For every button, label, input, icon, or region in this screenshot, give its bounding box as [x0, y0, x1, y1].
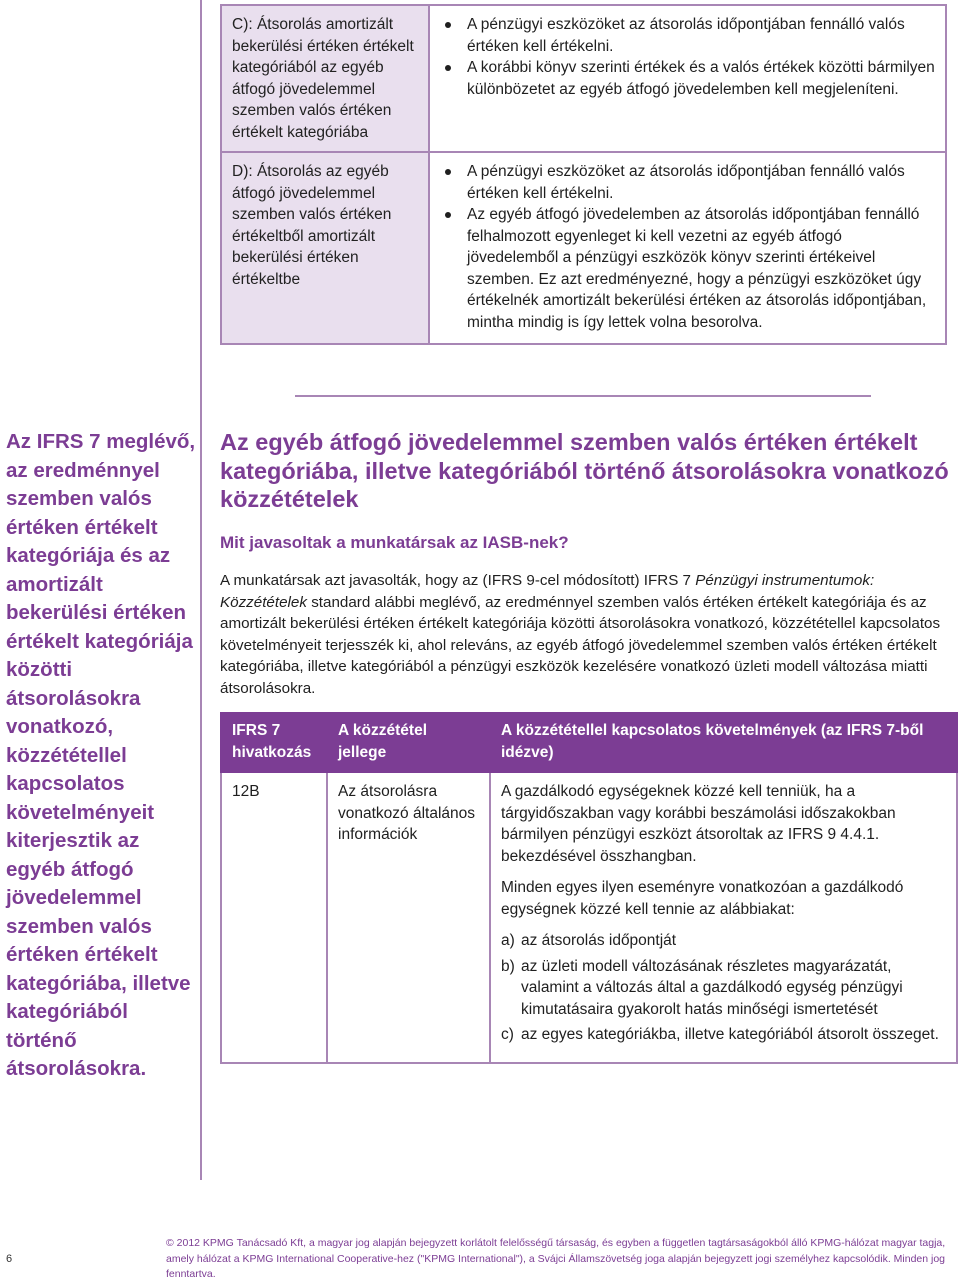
category-cell: C): Átsorolás amortizált bekerülési értéken értékelt kategóriából az egyéb átfogó jövedelemmel szemben valós értéken értékelt kategóriába — [221, 5, 429, 152]
copyright-footer: © 2012 KPMG Tanácsadó Kft, a magyar jog alapján bejegyzett korlátolt felelősségű társaság, és egyben a független tagtársaságokból álló KPMG-hálózat magyar tagja, amely hálózat a KPMG International Cooperative-hez ("KPMG International"), a Svájci Államszövetség joga alapján bejegyzett jogi személyhez kapcsolódik. Minden jog fenntartva. — [166, 1237, 946, 1280]
bullet-list — [442, 161, 935, 333]
requirement-paragraph: Minden egyes ilyen eseményre vonatkozóan a gazdálkodó egységnek közzé kell tennie az alábbiakat: — [501, 879, 904, 918]
vertical-divider-line — [200, 0, 202, 1180]
list-text: az üzleti modell változásának részletes magyarázatát, valamint a változás által a gazdálkodó egység pénzügyi kimutatásaira gyakorolt hatás minőségi ismertetését — [521, 957, 903, 1018]
table-row — [221, 5, 946, 152]
list-text: az egyes kategóriákba, illetve kategóriából átsorolt összeget. — [521, 1026, 939, 1043]
table-row — [221, 152, 946, 344]
treatment-cell — [429, 5, 946, 152]
bullet-list — [442, 14, 935, 100]
section-heading: Az egyéb átfogó jövedelemmel szemben valós értéken értékelt kategóriába, illetve kategóriából történő átsorolásokra vonatkozó közzétételek — [220, 429, 949, 512]
intro-text: A munkatársak azt javasolták, hogy az (IFRS 9-cel módosított) IFRS 7 — [220, 572, 696, 589]
list-item: A korábbi könyv szerinti értékek és a valós értékek közötti bármilyen különbözetet az egyéb átfogó jövedelemben kell megjeleníteni. — [442, 57, 935, 100]
standard-title: Pénzügyi instrumentumok: Közzétételek — [220, 572, 875, 611]
list-item: A pénzügyi eszközöket az átsorolás időpontjában fennálló valós értéken kell értékelni. — [442, 161, 935, 204]
list-marker: b) — [501, 957, 515, 975]
category-cell: D): Átsorolás az egyéb átfogó jövedelemmel szemben valós értéken értékeltből amortizált bekerülési értéken értékeltbe — [221, 152, 429, 344]
reclassification-table — [220, 4, 947, 345]
requirements-cell — [490, 772, 957, 1063]
section-divider — [295, 395, 871, 397]
list-item: A pénzügyi eszközöket az átsorolás időpontjában fennálló valós értéken kell értékelni. — [442, 14, 935, 57]
intro-paragraph — [220, 570, 950, 700]
requirement-paragraph: A gazdálkodó egységeknek közzé kell tenniük, ha a tárgyidőszakban vagy korábbi beszámolási időszakokban bármilyen pénzügyi eszközt átsoroltak az IFRS 9 4.4.1. bekezdésével összhangban. — [501, 783, 896, 865]
table-row — [221, 772, 957, 1063]
list-item: Az egyéb átfogó jövedelemben az átsorolás időpontjában fennálló felhalmozott egyenleget ki kell vezetni az egyéb átfogó jövedelemből a pénzügyi eszközök könyv szerinti értékeivel szemben. Ez azt eredményezné, hogy a pénzügyi eszközöket úgy értékelnék amortizált bekerülési értéken az átsorolás időpontjában, mintha mindig is így lettek volna besorolva. — [442, 204, 935, 333]
page-number: 6 — [6, 1253, 13, 1265]
disclosure-table — [220, 712, 958, 1064]
reference-cell: 12B — [221, 772, 327, 1063]
header-reference: IFRS 7 hivatkozás — [221, 713, 327, 772]
treatment-cell — [429, 152, 946, 344]
table-header-row — [221, 713, 957, 772]
list-marker: a) — [501, 932, 515, 949]
list-marker: c) — [501, 1026, 514, 1043]
list-item — [501, 1024, 946, 1046]
list-item — [501, 930, 946, 952]
sidebar-summary: Az IFRS 7 meglévő, az eredménnyel szemben valós értéken értékelt kategóriája és az amortizált bekerülési értéken értékelt kategóriája közötti átsorolásokra vonatkozó, közzététellel kapcsolatos követelményeit kiterjesztik az egyéb átfogó jövedelemmel szemben valós értéken értékelt kategóriába, illetve kategóriából történő átsorolásokra. — [6, 430, 196, 1080]
header-requirements: A közzététellel kapcsolatos követelmények (az IFRS 7-ből idézve) — [490, 713, 957, 772]
section-subheading: Mit javasoltak a munkatársak az IASB-nek? — [220, 533, 569, 552]
nature-cell: Az átsorolásra vonatkozó általános információk — [327, 772, 490, 1063]
list-item — [501, 956, 946, 1021]
requirement-list — [501, 930, 946, 1046]
intro-text-continued: standard alábbi meglévő, az eredménnyel szemben valós értéken értékelt kategóriája és az amortizált bekerülési értéken értékelt kategóriája közötti átsorolásokra vonatkozó, közzététellel kapcsolatos követelményeit terjesszék ki, ahol releváns, az egyéb átfogó jövedelemmel szemben valós értéken értékelt kategóriába, illetve kategóriából a pénzügyi eszközök kezelésére vonatkozó üzleti modell változása miatti átsorolásokra. — [220, 593, 941, 697]
header-nature: A közzététel jellege — [327, 713, 490, 772]
list-text: az átsorolás időpontját — [521, 932, 677, 949]
